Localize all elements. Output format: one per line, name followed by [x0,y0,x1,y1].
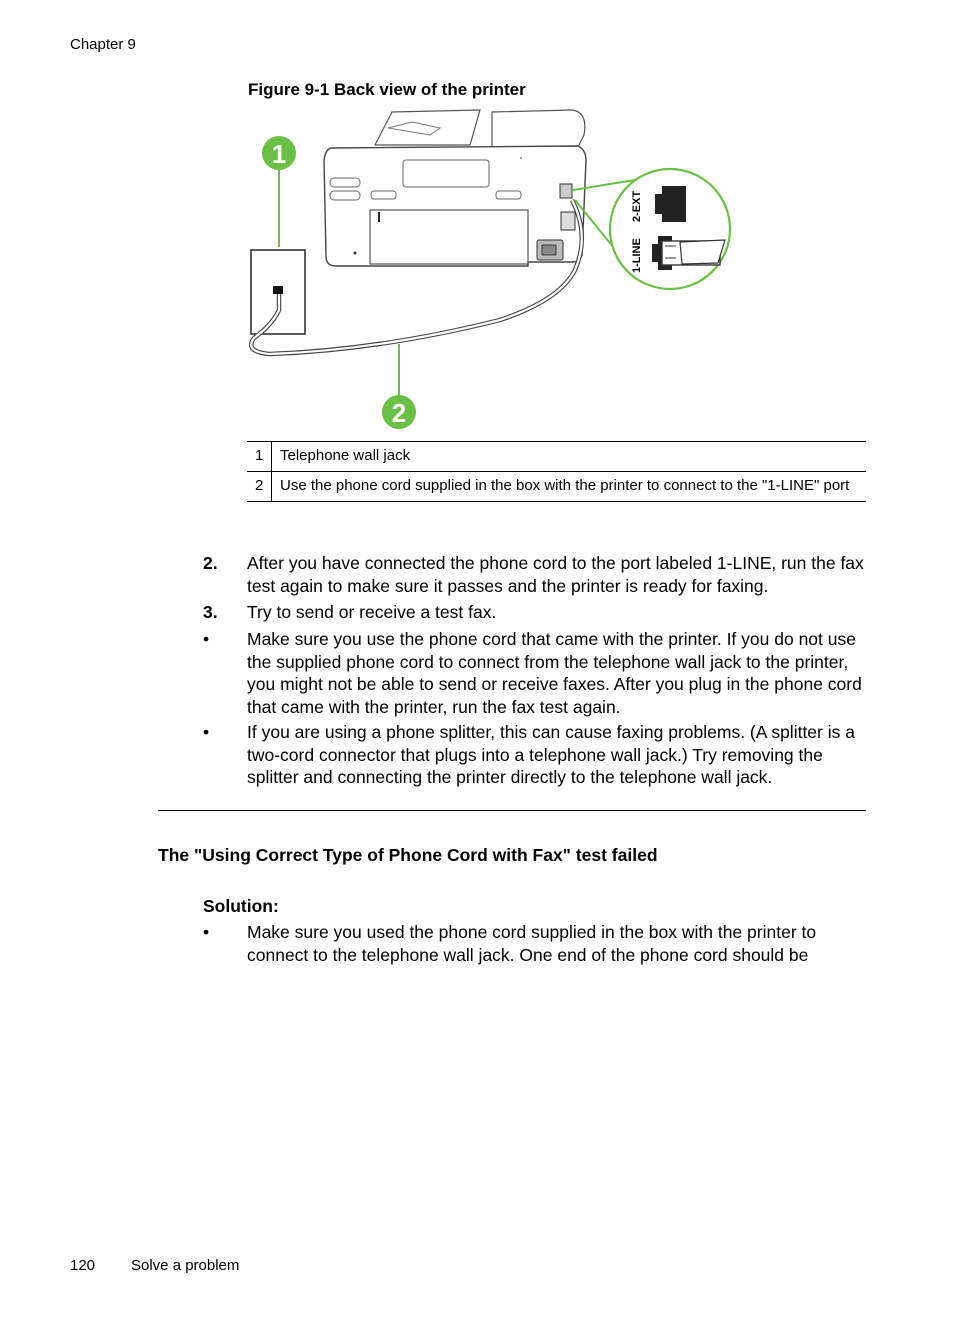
legend-number: 1 [247,442,272,472]
table-row [247,472,866,502]
figure-title: Figure 9-1 Back view of the printer [248,80,526,99]
step-number: 2. [203,553,218,573]
callout-2-label: 2 [391,398,407,428]
bullet-marker: • [203,722,210,742]
step-number: 3. [203,602,218,622]
port-label-line: 1-LINE [631,238,643,273]
figure-legend-table [247,441,866,502]
footer-title: Solve a problem [131,1257,240,1274]
list-item [203,721,873,789]
step-text: After you have connected the phone cord to the port labeled 1-LINE, run the fax test again to make sure it passes and the printer is ready for faxing. [247,553,864,596]
step-text: Try to send or receive a test fax. [247,602,497,622]
bullet-marker: • [203,629,210,649]
legend-text: Use the phone cord supplied in the box with the printer to connect to the "1-LINE" port [272,472,867,502]
bullet-text: If you are using a phone splitter, this can cause faxing problems. (A splitter is a two-cord connector that plugs into a telephone wall jack.) Try removing the splitter and connecting the printer directly to the telephone wall jack. [247,722,855,787]
bullet-marker: • [203,922,210,942]
page-number: 120 [70,1257,96,1274]
printer-back-view-figure [245,102,745,434]
section-divider [158,810,866,811]
section-heading: The "Using Correct Type of Phone Cord with Fax" test failed [158,845,658,865]
port-label-ext: 2-EXT [631,190,643,222]
list-item [203,601,873,624]
legend-number: 2 [247,472,272,502]
bullet-text: Make sure you use the phone cord that came with the printer. If you do not use the supplied phone cord to connect from the telephone wall jack to the printer, you might not be able to send or receive faxes. After you plug in the phone cord that came with the printer, run the fax test again. [247,629,862,717]
solution-label: Solution: [203,896,279,916]
list-item [203,921,873,966]
running-header: Chapter 9 [70,36,136,53]
legend-text: Telephone wall jack [272,442,867,472]
table-row [247,442,866,472]
callout-1-label: 1 [271,139,287,169]
bullet-text: Make sure you used the phone cord supplied in the box with the printer to connect to the telephone wall jack. One end of the phone cord should be [247,922,817,965]
list-item [203,552,873,597]
list-item [203,628,873,718]
